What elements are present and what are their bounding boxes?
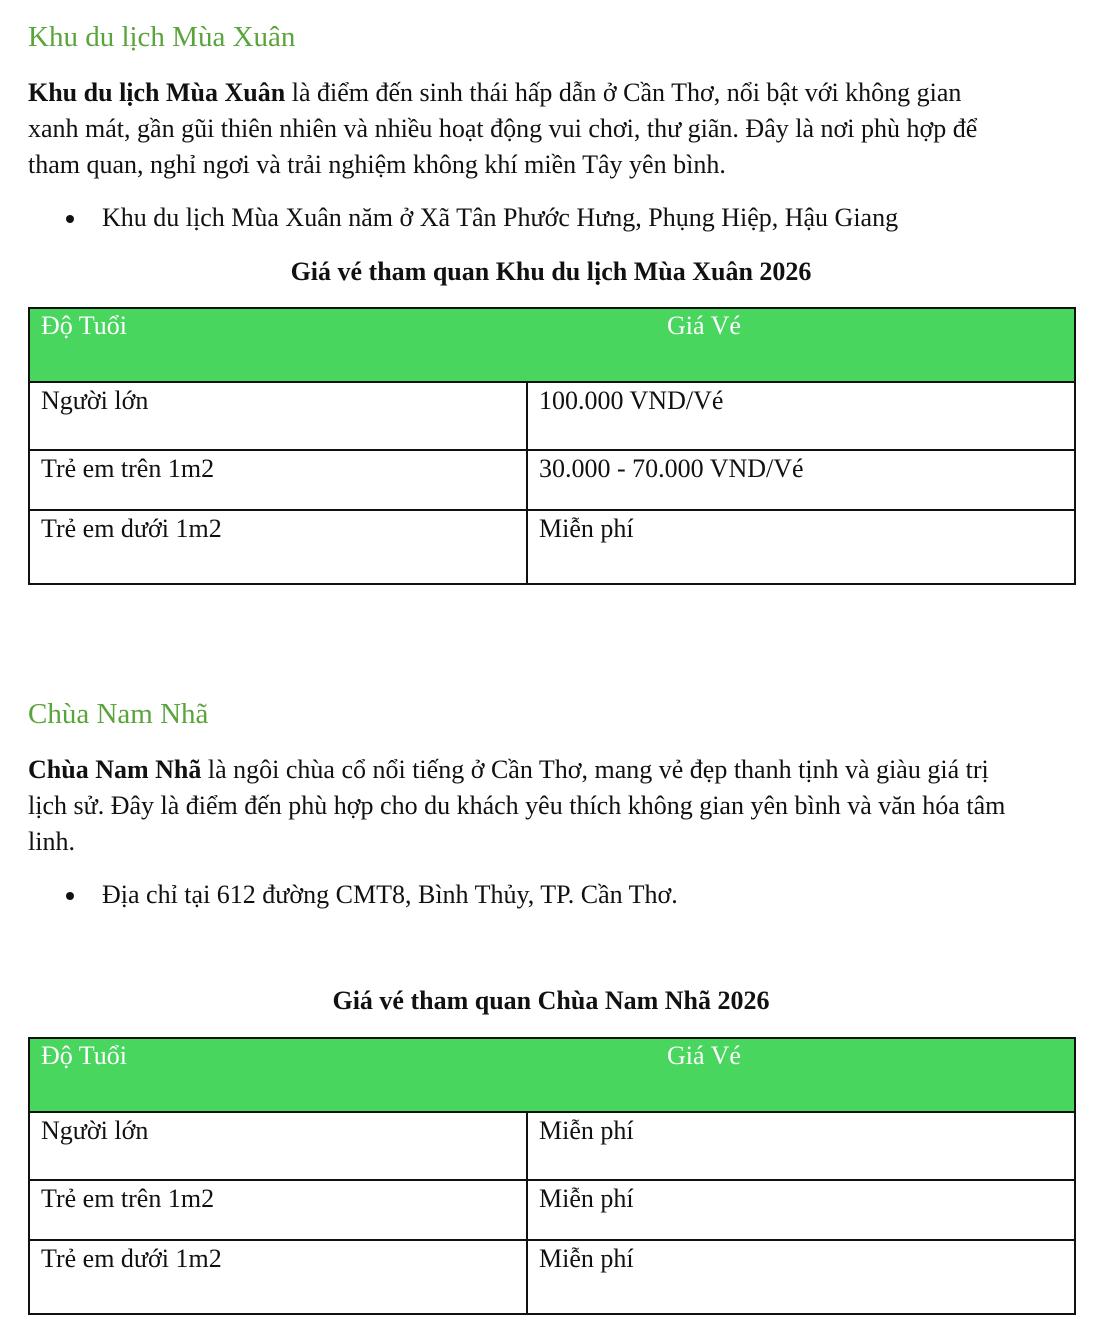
cell-price: Miễn phí xyxy=(527,1180,1075,1240)
bullet-dot-icon xyxy=(66,215,74,223)
section-mua-xuan xyxy=(28,19,1074,55)
bullet-text: Khu du lịch Mùa Xuân năm ở Xã Tân Phước Hưng, Phụng Hiệp, Hậu Giang xyxy=(102,203,899,232)
cell-price: Miễn phí xyxy=(527,510,1075,584)
intro-paragraph xyxy=(28,75,1074,183)
table-header-row xyxy=(29,1038,1075,1112)
section-heading: Khu du lịch Mùa Xuân xyxy=(28,21,296,53)
table-row xyxy=(29,1240,1075,1314)
header-cell-price: Giá Vé xyxy=(527,1038,1075,1112)
cell-age: Trẻ em dưới 1m2 xyxy=(29,1240,527,1314)
section-heading: Chùa Nam Nhã xyxy=(28,698,209,730)
cell-age: Trẻ em trên 1m2 xyxy=(29,450,527,510)
intro-text: là điểm đến sinh thái hấp dẫn ở Cần Thơ, nổi bật với không gian xanh mát, gần gũi thiên nhiên và nhiều hoạt động vui chơi, thư giãn. Đây là nơi phù hợp để tham quan, nghỉ ngơi và trải nghiệm không khí miền Tây yên bình. xyxy=(28,78,978,179)
section-nam-nha xyxy=(28,696,1074,732)
header-cell-age: Độ Tuổi xyxy=(29,308,527,382)
intro-bold: Chùa Nam Nhã xyxy=(28,755,202,784)
price-table xyxy=(28,307,1074,585)
price-table xyxy=(28,1037,1074,1315)
cell-price: Miễn phí xyxy=(527,1112,1075,1180)
cell-price: Miễn phí xyxy=(527,1240,1075,1314)
bullet-item xyxy=(28,200,1074,236)
cell-age: Trẻ em trên 1m2 xyxy=(29,1180,527,1240)
cell-age: Người lớn xyxy=(29,1112,527,1180)
table-header-row xyxy=(29,308,1075,382)
cell-age: Người lớn xyxy=(29,382,527,450)
header-cell-price: Giá Vé xyxy=(527,308,1075,382)
table-caption: Giá vé tham quan Khu du lịch Mùa Xuân 2026 xyxy=(290,257,812,286)
table-row xyxy=(29,382,1075,450)
table-caption: Giá vé tham quan Chùa Nam Nhã 2026 xyxy=(332,986,770,1015)
header-cell-age: Độ Tuổi xyxy=(29,1038,527,1112)
table-row xyxy=(29,1180,1075,1240)
cell-age: Trẻ em dưới 1m2 xyxy=(29,510,527,584)
intro-bold: Khu du lịch Mùa Xuân xyxy=(28,78,286,107)
bullet-item xyxy=(28,877,1074,913)
table-row xyxy=(29,510,1075,584)
bullet-text: Địa chỉ tại 612 đường CMT8, Bình Thủy, TP. Cần Thơ. xyxy=(102,880,678,909)
cell-price: 30.000 - 70.000 VND/Vé xyxy=(527,450,1075,510)
bullet-dot-icon xyxy=(66,892,74,900)
cell-price: 100.000 VND/Vé xyxy=(527,382,1075,450)
table-row xyxy=(29,450,1075,510)
intro-paragraph xyxy=(28,752,1074,860)
table-row xyxy=(29,1112,1075,1180)
intro-text: là ngôi chùa cổ nổi tiếng ở Cần Thơ, mang vẻ đẹp thanh tịnh và giàu giá trị lịch sử. Đây là điểm đến phù hợp cho du khách yêu thích không gian yên bình và văn hóa tâm linh. xyxy=(28,755,1006,856)
